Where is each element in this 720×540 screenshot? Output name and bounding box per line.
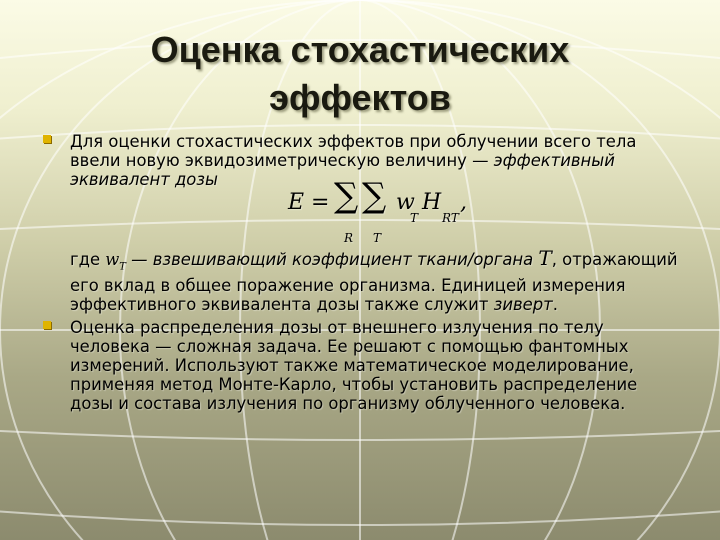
- bullet-item-effective-dose: [40, 132, 680, 314]
- bullet-item-dose-distribution: [40, 318, 680, 413]
- weight-term: — взвешивающий коэффициент ткани/органа: [125, 250, 539, 269]
- slide-body: [40, 132, 680, 413]
- formula-h-index: RT: [442, 211, 459, 225]
- effective-dose-term: эффективный эквивалент дозы: [70, 151, 615, 189]
- formula-comma: ,: [460, 190, 467, 215]
- w-symbol: $w_T$: [105, 250, 126, 273]
- bullet1-rest: , отражающий его вклад в общее поражение организма. Единицей измерения эффективного эквивалента дозы также служит: [70, 250, 678, 315]
- formula-h: H: [422, 190, 442, 215]
- formula-lhs: E =: [288, 190, 330, 215]
- bullet1-end: .: [552, 295, 558, 315]
- sievert-unit: зиверт: [493, 295, 553, 315]
- t-symbol: T: [538, 246, 552, 270]
- dose-formula: [70, 176, 680, 249]
- bullet1-intro: Для оценки стохастических эффектов при облучении всего тела ввели новую эквидозиметрическую величину —: [70, 132, 637, 170]
- formula-w-index: T: [410, 211, 419, 225]
- sum-r-symbol: ∑: [334, 176, 359, 216]
- sum-r-index: R: [344, 231, 354, 245]
- formula-w: w: [396, 190, 415, 215]
- bullet-icon: [43, 321, 51, 329]
- where-word: где: [70, 250, 101, 269]
- slide-title: Оценка стохастических эффектов: [150, 29, 570, 118]
- sum-t-symbol: ∑: [362, 176, 387, 216]
- bullet-icon: [43, 135, 51, 143]
- bullet2-text: Оценка распределения дозы от внешнего излучения по телу человека — сложная задача. Ее решают с помощью фантомных измерений. Используют также математическое моделирование, применяя метод Монте-Карло, чтобы установить распределение дозы и состава излучения по организму облученного человека.: [70, 318, 638, 414]
- sum-t-index: T: [373, 231, 382, 245]
